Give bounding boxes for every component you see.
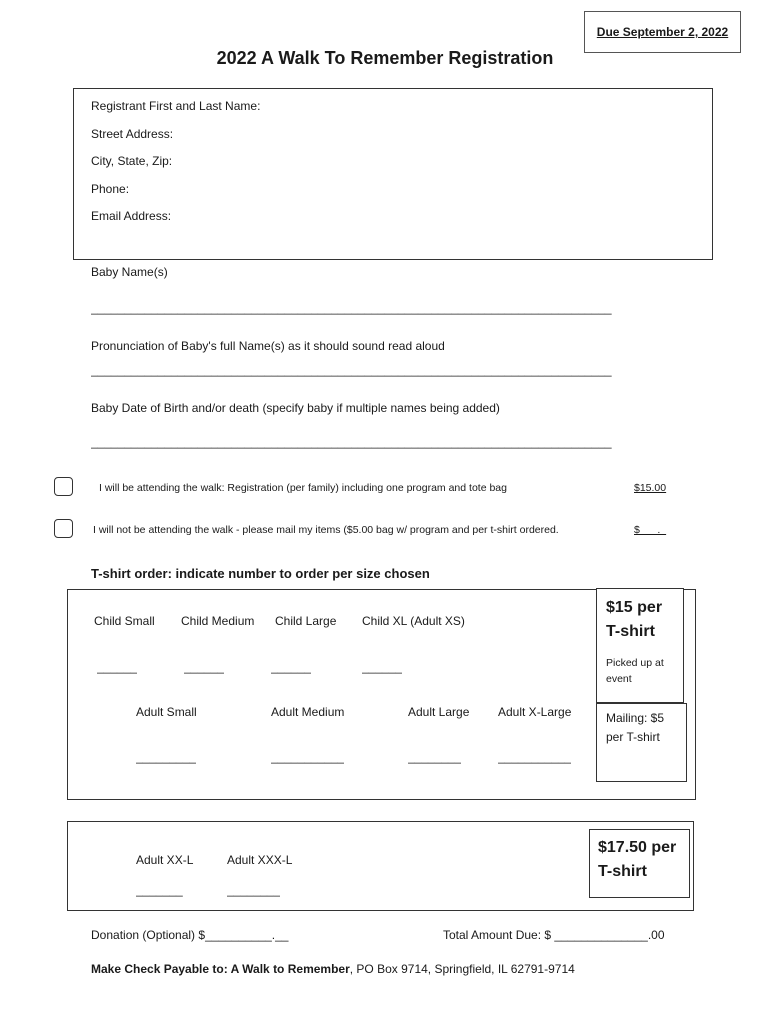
pronunciation-line[interactable]: ______________________________________________________________________________ (91, 363, 612, 377)
total-amount-field[interactable]: Total Amount Due: $ ______________.00 (443, 928, 665, 942)
due-date-label: Due September 2, 2022 (596, 25, 729, 39)
child-large-label: Child Large (275, 614, 337, 628)
child-medium-label: Child Medium (181, 614, 255, 628)
registrant-info-box (73, 88, 713, 260)
child-medium-blank[interactable]: ______ (184, 660, 225, 674)
payable-bold: Make Check Payable to: A Walk to Remember (91, 962, 350, 976)
price-15-box (596, 588, 684, 703)
attending-text: I will be attending the walk: Registration (per family) including one program and tote bag (99, 482, 507, 494)
registrant-name-label: Registrant First and Last Name: (91, 99, 261, 113)
form-title: 2022 A Walk To Remember Registration (216, 48, 554, 68)
tshirt-order-title: T-shirt order: indicate number to order per size chosen (91, 566, 430, 581)
payable-address: , PO Box 9714, Springfield, IL 62791-9714 (349, 962, 575, 976)
dob-line[interactable]: ______________________________________________________________________________ (91, 435, 612, 449)
adult-xlarge-label: Adult X-Large (498, 705, 572, 719)
not-attending-checkbox[interactable] (54, 519, 73, 538)
due-date-box (584, 11, 741, 53)
pronunciation-label: Pronunciation of Baby's full Name(s) as it should sound read aloud (91, 339, 445, 353)
price-15-text: $15 per T-shirt (606, 599, 663, 640)
baby-names-label: Baby Name(s) (91, 265, 168, 279)
adult-xxl-label: Adult XX-L (136, 853, 194, 867)
phone-label: Phone: (91, 182, 130, 196)
adult-xxxl-label: Adult XXX-L (227, 853, 293, 867)
adult-xlarge-blank[interactable]: ___________ (498, 750, 572, 764)
adult-medium-blank[interactable]: ___________ (271, 750, 345, 764)
not-attending-amount[interactable]: $ . (634, 524, 667, 536)
baby-names-line[interactable]: ______________________________________________________________________________ (91, 301, 612, 315)
adult-small-label: Adult Small (136, 705, 197, 719)
price-1750-box (589, 829, 690, 898)
adult-large-label: Adult Large (408, 705, 470, 719)
adult-xxl-blank[interactable]: _______ (136, 883, 183, 897)
child-xl-blank[interactable]: ______ (362, 660, 403, 674)
attending-checkbox[interactable] (54, 477, 73, 496)
not-attending-text: I will not be attending the walk - please mail my items ($5.00 bag w/ program and per t-shirt ordered. (93, 524, 559, 536)
child-small-blank[interactable]: ______ (97, 660, 138, 674)
email-label: Email Address: (91, 209, 172, 223)
dob-label: Baby Date of Birth and/or death (specify baby if multiple names being added) (91, 401, 500, 415)
street-address-label: Street Address: (91, 127, 174, 141)
adult-medium-label: Adult Medium (271, 705, 345, 719)
attending-amount: $15.00 (634, 482, 667, 494)
payable-line (91, 962, 575, 976)
mailing-price-text: Mailing: $5 per T-shirt (606, 711, 665, 744)
child-xl-label: Child XL (Adult XS) (362, 614, 465, 628)
price-1750-text: $17.50 per T-shirt (598, 839, 677, 880)
city-state-zip-label: City, State, Zip: (91, 154, 173, 168)
adult-small-blank[interactable]: _________ (136, 750, 197, 764)
pickup-note: Picked up at event (606, 657, 664, 685)
adult-large-blank[interactable]: ________ (408, 750, 462, 764)
child-small-label: Child Small (94, 614, 155, 628)
adult-xxxl-blank[interactable]: ________ (227, 883, 281, 897)
mailing-price-box (596, 703, 687, 782)
donation-field[interactable]: Donation (Optional) $__________.__ (91, 928, 289, 942)
child-large-blank[interactable]: ______ (271, 660, 312, 674)
